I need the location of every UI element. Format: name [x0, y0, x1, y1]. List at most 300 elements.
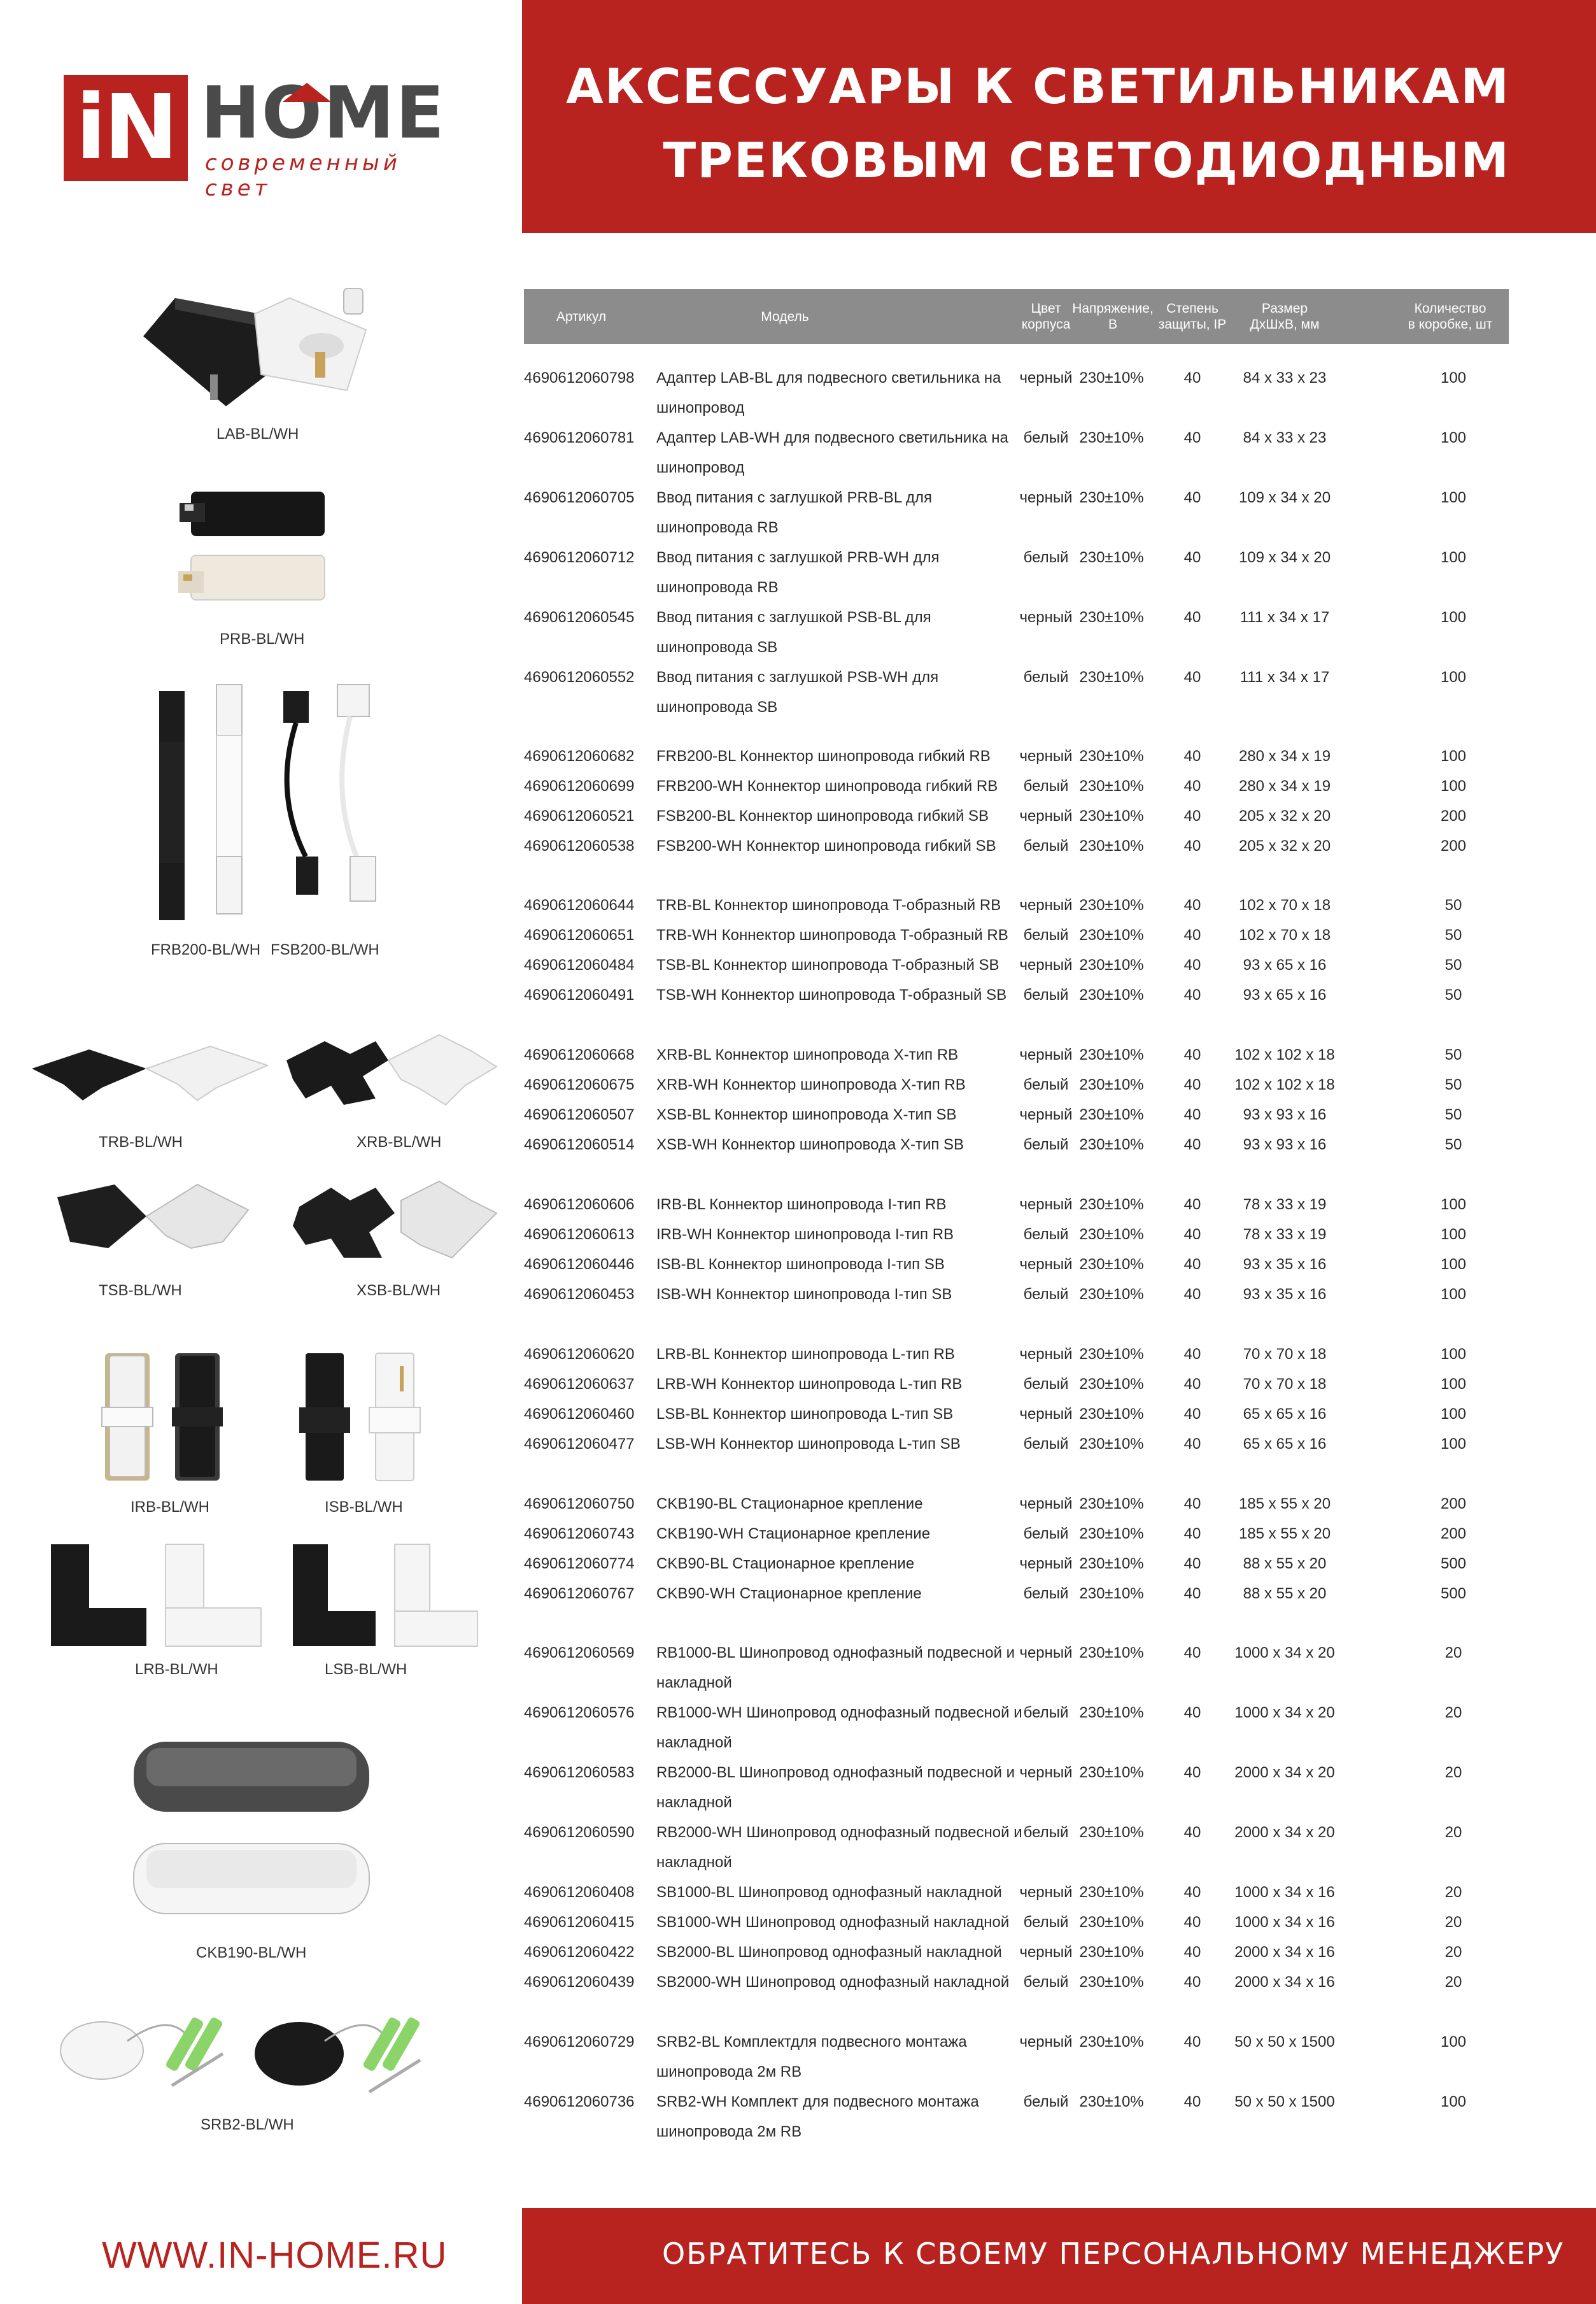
cell-voltage: 230±10% — [1079, 1914, 1144, 1931]
product-label-trb: TRB-BL/WH — [99, 1134, 183, 1151]
cell-voltage: 230±10% — [1079, 956, 1144, 974]
cell-size: 111 x 34 x 17 — [1239, 609, 1330, 626]
cell-color: черный — [1019, 609, 1073, 626]
cell-article: 4690612060712 — [524, 549, 635, 566]
cell-color: белый — [1023, 1226, 1069, 1243]
col-header-article: Артикул — [556, 309, 607, 324]
product-label-xsb: XSB-BL/WH — [357, 1282, 441, 1299]
cell-article: 4690612060408 — [524, 1884, 635, 1901]
cell-article: 4690612060453 — [524, 1286, 635, 1303]
cell-ip: 40 — [1183, 1256, 1201, 1273]
cell-article: 4690612060538 — [524, 837, 635, 855]
product-label-xrb: XRB-BL/WH — [357, 1134, 442, 1151]
cell-model: ISB-WH Коннектор шинопровода I-тип SB — [656, 1286, 952, 1303]
cell-article: 4690612060613 — [524, 1226, 635, 1243]
cell-qty: 20 — [1444, 1764, 1462, 1781]
cell-ip: 40 — [1183, 2033, 1201, 2051]
cell-model: FRB200-BL Коннектор шинопровода гибкий RB — [656, 748, 991, 765]
cell-color: черный — [1019, 897, 1073, 914]
cell-article: 4690612060590 — [524, 1824, 635, 1841]
cell-voltage: 230±10% — [1079, 1226, 1144, 1243]
cell-size: 111 x 34 x 17 — [1239, 669, 1330, 686]
cell-article: 4690612060439 — [524, 1973, 635, 1991]
cell-voltage: 230±10% — [1079, 1884, 1144, 1901]
cell-qty: 20 — [1444, 1884, 1462, 1901]
cell-ip: 40 — [1183, 1704, 1201, 1721]
cell-model: XRB-WH Коннектор шинопровода X-тип RB — [656, 1076, 966, 1093]
prb-power-input-image — [172, 485, 337, 616]
cell-voltage: 230±10% — [1079, 897, 1144, 914]
cell-size: 185 x 55 x 20 — [1238, 1525, 1331, 1542]
cell-article: 4690612060705 — [524, 489, 635, 506]
cell-model: SRB2-BL Комплектдля подвесного монтажа шинопровода 2м RB — [656, 2033, 967, 2080]
cell-ip: 40 — [1183, 1136, 1201, 1153]
cell-voltage: 230±10% — [1079, 2093, 1144, 2110]
cell-size: 65 x 65 x 16 — [1243, 1405, 1327, 1423]
cell-size: 1000 x 34 x 16 — [1234, 1884, 1335, 1901]
cell-size: 88 x 55 x 20 — [1243, 1585, 1327, 1602]
cell-model: TSB-BL Коннектор шинопровода T-образный SB — [656, 956, 999, 974]
cell-qty: 100 — [1440, 549, 1467, 566]
cell-ip: 40 — [1183, 986, 1201, 1004]
cell-ip: 40 — [1183, 1824, 1201, 1841]
cell-voltage: 230±10% — [1079, 1286, 1144, 1303]
cell-model: ISB-BL Коннектор шинопровода I-тип SB — [656, 1256, 945, 1273]
cell-size: 50 x 50 x 1500 — [1234, 2033, 1335, 2051]
cell-size: 280 x 34 x 19 — [1238, 778, 1331, 795]
cell-size: 2000 x 34 x 16 — [1234, 1973, 1335, 1991]
tsb-t-connector-image — [51, 1172, 261, 1267]
cell-article: 4690612060460 — [524, 1405, 635, 1423]
cell-qty: 100 — [1440, 1346, 1467, 1363]
cell-color: белый — [1023, 1286, 1069, 1303]
cell-qty: 500 — [1440, 1555, 1467, 1572]
cell-size: 185 x 55 x 20 — [1238, 1495, 1331, 1512]
footer-cta: ОБРАТИТЕСЬ К СВОЕМУ ПЕРСОНАЛЬНОМУ МЕНЕДЖЕРУ — [662, 2236, 1565, 2271]
product-label-irb: IRB-BL/WH — [131, 1498, 210, 1516]
cell-article: 4690612060637 — [524, 1376, 635, 1393]
page-title-line-1: АКСЕССУАРЫ К СВЕТИЛЬНИКАМ — [566, 58, 1510, 115]
cell-article: 4690612060798 — [524, 369, 635, 387]
cell-ip: 40 — [1183, 1914, 1201, 1931]
cell-model: SB1000-WH Шинопровод однофазный накладной — [656, 1914, 1010, 1931]
cell-ip: 40 — [1183, 1764, 1201, 1781]
cell-qty: 100 — [1440, 1286, 1467, 1303]
cell-ip: 40 — [1183, 837, 1201, 855]
cell-qty: 100 — [1440, 489, 1467, 506]
cell-size: 205 x 32 x 20 — [1238, 807, 1331, 825]
cell-qty: 20 — [1444, 1914, 1462, 1931]
cell-color: белый — [1023, 1136, 1069, 1153]
cell-color: черный — [1019, 1764, 1073, 1781]
cell-color: черный — [1019, 1555, 1073, 1572]
cell-ip: 40 — [1183, 1076, 1201, 1093]
cell-color: черный — [1019, 369, 1073, 387]
cell-voltage: 230±10% — [1079, 369, 1144, 387]
cell-model: CKB190-WH Стационарное крепление — [656, 1525, 931, 1542]
cell-ip: 40 — [1183, 748, 1201, 765]
cell-voltage: 230±10% — [1079, 1046, 1144, 1063]
product-label-frb: FRB200-BL/WH — [151, 941, 261, 958]
cell-color: белый — [1023, 1585, 1069, 1602]
cell-qty: 100 — [1440, 748, 1467, 765]
cell-voltage: 230±10% — [1079, 986, 1144, 1004]
lab-adapter-image — [137, 279, 379, 419]
cell-color: белый — [1023, 2093, 1069, 2110]
cell-voltage: 230±10% — [1079, 1764, 1144, 1781]
cell-color: белый — [1023, 1704, 1069, 1721]
cell-model: CKB90-BL Стационарное крепление — [656, 1555, 915, 1572]
cell-article: 4690612060552 — [524, 669, 635, 686]
cell-color: белый — [1023, 927, 1069, 944]
cell-ip: 40 — [1183, 1226, 1201, 1243]
cell-color: белый — [1023, 1914, 1069, 1931]
cell-model: RB2000-WH Шинопровод однофазный подвесной и накладной — [656, 1824, 1022, 1871]
cell-model: Ввод питания с заглушкой PSB-WH для шинопровода SB — [656, 669, 939, 716]
cell-article: 4690612060675 — [524, 1076, 635, 1093]
cell-voltage: 230±10% — [1079, 669, 1144, 686]
col-header-voltage: Напряжение, В — [1072, 301, 1154, 332]
cell-ip: 40 — [1183, 369, 1201, 387]
cell-qty: 100 — [1440, 1226, 1467, 1243]
xrb-x-connector-image — [280, 1028, 503, 1111]
cell-size: 70 x 70 x 18 — [1243, 1376, 1327, 1393]
cell-ip: 40 — [1183, 2093, 1201, 2110]
col-header-color: Цвет корпуса — [1021, 301, 1071, 332]
cell-model: Ввод питания с заглушкой PSB-BL для шинопровода SB — [656, 609, 931, 656]
cell-voltage: 230±10% — [1079, 1435, 1144, 1453]
cell-color: белый — [1023, 669, 1069, 686]
cell-model: Адаптер LAB-BL для подвесного светильника на шинопровод — [656, 369, 1001, 416]
cell-article: 4690612060446 — [524, 1256, 635, 1273]
cell-model: SRB2-WH Комплект для подвесного монтажа шинопровода 2м RB — [656, 2093, 979, 2140]
cell-color: белый — [1023, 837, 1069, 855]
cell-ip: 40 — [1183, 778, 1201, 795]
cell-size: 109 x 34 x 20 — [1238, 489, 1331, 506]
cell-voltage: 230±10% — [1079, 1824, 1144, 1841]
cell-model: CKB90-WH Стационарное крепление — [656, 1585, 922, 1602]
cell-size: 93 x 35 x 16 — [1243, 1256, 1327, 1273]
cell-size: 70 x 70 x 18 — [1243, 1346, 1327, 1363]
cell-voltage: 230±10% — [1079, 807, 1144, 825]
cell-ip: 40 — [1183, 669, 1201, 686]
cell-article: 4690612060484 — [524, 956, 635, 974]
cell-size: 102 x 70 x 18 — [1238, 927, 1331, 944]
cell-qty: 20 — [1444, 1704, 1462, 1721]
cell-ip: 40 — [1183, 1046, 1201, 1063]
cell-color: белый — [1023, 1076, 1069, 1093]
cell-ip: 40 — [1183, 1973, 1201, 1991]
cell-voltage: 230±10% — [1079, 2033, 1144, 2051]
cell-article: 4690612060774 — [524, 1555, 635, 1572]
cell-model: TRB-BL Коннектор шинопровода T-образный RB — [656, 897, 1001, 914]
cell-model: XRB-BL Коннектор шинопровода X-тип RB — [656, 1046, 959, 1063]
cell-color: черный — [1019, 1256, 1073, 1273]
logo-home-text: HOME — [201, 72, 446, 155]
cell-qty: 50 — [1444, 986, 1462, 1004]
cell-ip: 40 — [1183, 1585, 1201, 1602]
cell-qty: 100 — [1440, 2033, 1467, 2051]
cell-ip: 40 — [1183, 549, 1201, 566]
product-label-prb: PRB-BL/WH — [220, 630, 305, 648]
cell-color: черный — [1019, 1405, 1073, 1423]
cell-size: 93 x 65 x 16 — [1243, 986, 1327, 1004]
cell-qty: 50 — [1444, 1046, 1462, 1063]
cell-ip: 40 — [1183, 1376, 1201, 1393]
ckb-mount-image — [127, 1735, 376, 1926]
col-header-ip: Степень защиты, IP — [1158, 301, 1227, 332]
cell-qty: 20 — [1444, 1824, 1462, 1841]
cell-voltage: 230±10% — [1079, 1585, 1144, 1602]
cell-color: черный — [1019, 1884, 1073, 1901]
cell-qty: 100 — [1440, 609, 1467, 626]
cell-color: черный — [1019, 1106, 1073, 1123]
cell-size: 50 x 50 x 1500 — [1234, 2093, 1335, 2110]
cell-model: LRB-WH Коннектор шинопровода L-тип RB — [656, 1376, 963, 1393]
cell-color: белый — [1023, 778, 1069, 795]
cell-voltage: 230±10% — [1079, 1704, 1144, 1721]
cell-ip: 40 — [1183, 1884, 1201, 1901]
cell-qty: 50 — [1444, 1136, 1462, 1153]
table-header — [524, 289, 1509, 344]
cell-qty: 50 — [1444, 927, 1462, 944]
cell-qty: 500 — [1440, 1585, 1467, 1602]
cell-size: 280 x 34 x 19 — [1238, 748, 1331, 765]
cell-size: 78 x 33 x 19 — [1243, 1196, 1327, 1213]
cell-article: 4690612060750 — [524, 1495, 635, 1512]
cell-color: белый — [1023, 986, 1069, 1004]
cell-size: 84 x 33 x 23 — [1243, 429, 1327, 446]
trb-t-connector-image — [25, 1030, 280, 1107]
col-header-model: Модель — [761, 309, 809, 324]
cell-ip: 40 — [1183, 807, 1201, 825]
cell-voltage: 230±10% — [1079, 1495, 1144, 1512]
cell-color: белый — [1023, 1525, 1069, 1542]
cell-model: RB2000-BL Шинопровод однофазный подвесной и накладной — [656, 1764, 1015, 1811]
product-label-fsb: FSB200-BL/WH — [271, 941, 379, 958]
page-title — [566, 50, 1510, 197]
cell-color: белый — [1023, 429, 1069, 446]
cell-model: Ввод питания с заглушкой PRB-WH для шинопровода RB — [656, 549, 940, 596]
cell-article: 4690612060507 — [524, 1106, 635, 1123]
cell-color: белый — [1023, 1824, 1069, 1841]
cell-model: FSB200-BL Коннектор шинопровода гибкий SB — [656, 807, 989, 825]
cell-voltage: 230±10% — [1079, 1136, 1144, 1153]
cell-qty: 100 — [1440, 1256, 1467, 1273]
cell-model: CKB190-BL Стационарное крепление — [656, 1495, 923, 1512]
cell-article: 4690612060736 — [524, 2093, 635, 2110]
cell-voltage: 230±10% — [1079, 748, 1144, 765]
cell-voltage: 230±10% — [1079, 1555, 1144, 1572]
cell-model: IRB-WH Коннектор шинопровода I-тип RB — [656, 1226, 954, 1243]
logo-in-mark: iN — [64, 75, 188, 181]
cell-model: Адаптер LAB-WH для подвесного светильника на шинопровод — [656, 429, 1008, 476]
cell-size: 2000 x 34 x 20 — [1234, 1824, 1335, 1841]
cell-voltage: 230±10% — [1079, 609, 1144, 626]
cell-voltage: 230±10% — [1079, 927, 1144, 944]
cell-model: FSB200-WH Коннектор шинопровода гибкий SB — [656, 837, 996, 855]
cell-qty: 50 — [1444, 1076, 1462, 1093]
cell-ip: 40 — [1183, 1106, 1201, 1123]
lrb-l-connector-image — [38, 1538, 267, 1653]
cell-ip: 40 — [1183, 897, 1201, 914]
cell-article: 4690612060781 — [524, 429, 635, 446]
cell-size: 1000 x 34 x 16 — [1234, 1914, 1335, 1931]
cell-size: 93 x 65 x 16 — [1243, 956, 1327, 974]
cell-ip: 40 — [1183, 1495, 1201, 1512]
house-roof-icon — [283, 83, 331, 102]
logo-tagline: современный свет — [205, 150, 402, 201]
cell-ip: 40 — [1183, 1944, 1201, 1961]
cell-color: черный — [1019, 807, 1073, 825]
cell-size: 1000 x 34 x 20 — [1234, 1644, 1335, 1661]
cell-ip: 40 — [1183, 927, 1201, 944]
cell-qty: 100 — [1440, 1196, 1467, 1213]
cell-article: 4690612060620 — [524, 1346, 635, 1363]
cell-model: LSB-WH Коннектор шинопровода L-тип SB — [656, 1435, 961, 1453]
cell-size: 2000 x 34 x 20 — [1234, 1764, 1335, 1781]
cell-voltage: 230±10% — [1079, 429, 1144, 446]
cell-size: 1000 x 34 x 20 — [1234, 1704, 1335, 1721]
cell-size: 2000 x 34 x 16 — [1234, 1944, 1335, 1961]
cell-ip: 40 — [1183, 1196, 1201, 1213]
irb-i-connector-image — [95, 1347, 242, 1487]
cell-model: LRB-BL Коннектор шинопровода L-тип RB — [656, 1346, 955, 1363]
cell-qty: 20 — [1444, 1644, 1462, 1661]
cell-model: XSB-WH Коннектор шинопровода X-тип SB — [656, 1136, 964, 1153]
cell-color: белый — [1023, 549, 1069, 566]
cell-voltage: 230±10% — [1079, 489, 1144, 506]
cell-article: 4690612060477 — [524, 1435, 635, 1453]
cell-ip: 40 — [1183, 489, 1201, 506]
cell-qty: 100 — [1440, 2093, 1467, 2110]
flexible-connector-image — [140, 678, 407, 946]
cell-size: 93 x 93 x 16 — [1243, 1106, 1327, 1123]
cell-qty: 100 — [1440, 429, 1467, 446]
cell-ip: 40 — [1183, 956, 1201, 974]
product-label-isb: ISB-BL/WH — [325, 1498, 403, 1516]
cell-model: TSB-WH Коннектор шинопровода T-образный SB — [656, 986, 1007, 1004]
cell-qty: 100 — [1440, 669, 1467, 686]
cell-color: черный — [1019, 1944, 1073, 1961]
cell-article: 4690612060729 — [524, 2033, 635, 2051]
cell-voltage: 230±10% — [1079, 778, 1144, 795]
cell-ip: 40 — [1183, 1435, 1201, 1453]
cell-size: 102 x 102 x 18 — [1234, 1046, 1335, 1063]
cell-qty: 100 — [1440, 1376, 1467, 1393]
product-label-lrb: LRB-BL/WH — [135, 1661, 218, 1678]
isb-i-connector-image — [299, 1347, 433, 1487]
cell-article: 4690612060743 — [524, 1525, 635, 1542]
col-header-size: Размер ДхШхВ, мм — [1250, 301, 1320, 332]
cell-voltage: 230±10% — [1079, 1405, 1144, 1423]
cell-size: 102 x 70 x 18 — [1238, 897, 1331, 914]
cell-color: черный — [1019, 489, 1073, 506]
cell-model: XSB-BL Коннектор шинопровода X-тип SB — [656, 1106, 957, 1123]
cell-qty: 100 — [1440, 1435, 1467, 1453]
website-link[interactable]: WWW.IN-HOME.RU — [102, 2235, 448, 2276]
srb-suspension-kit-image — [57, 1990, 452, 2117]
cell-size: 88 x 55 x 20 — [1243, 1555, 1327, 1572]
cell-size: 78 x 33 x 19 — [1243, 1226, 1327, 1243]
cell-article: 4690612060699 — [524, 778, 635, 795]
cell-qty: 20 — [1444, 1944, 1462, 1961]
cell-color: белый — [1023, 1973, 1069, 1991]
cell-size: 93 x 93 x 16 — [1243, 1136, 1327, 1153]
cell-article: 4690612060415 — [524, 1914, 635, 1931]
cell-size: 84 x 33 x 23 — [1243, 369, 1327, 387]
cell-color: белый — [1023, 1376, 1069, 1393]
cell-size: 109 x 34 x 20 — [1238, 549, 1331, 566]
cell-article: 4690612060569 — [524, 1644, 635, 1661]
cell-model: LSB-BL Коннектор шинопровода L-тип SB — [656, 1405, 954, 1423]
cell-article: 4690612060767 — [524, 1585, 635, 1602]
cell-qty: 20 — [1444, 1973, 1462, 1991]
cell-article: 4690612060491 — [524, 986, 635, 1004]
cell-voltage: 230±10% — [1079, 1106, 1144, 1123]
cell-color: черный — [1019, 2033, 1073, 2051]
cell-voltage: 230±10% — [1079, 1525, 1144, 1542]
cell-article: 4690612060651 — [524, 927, 635, 944]
cell-qty: 50 — [1444, 956, 1462, 974]
cell-model: IRB-BL Коннектор шинопровода I-тип RB — [656, 1196, 947, 1213]
cell-qty: 50 — [1444, 1106, 1462, 1123]
cell-article: 4690612060422 — [524, 1944, 635, 1961]
cell-article: 4690612060545 — [524, 609, 635, 626]
cell-article: 4690612060606 — [524, 1196, 635, 1213]
cell-color: черный — [1019, 1495, 1073, 1512]
cell-model: FRB200-WH Коннектор шинопровода гибкий RB — [656, 778, 998, 795]
cell-voltage: 230±10% — [1079, 1346, 1144, 1363]
cell-model: SB2000-WH Шинопровод однофазный накладной — [656, 1973, 1010, 1991]
cell-article: 4690612060576 — [524, 1704, 635, 1721]
brand-logo — [64, 72, 458, 201]
cell-color: черный — [1019, 1644, 1073, 1661]
cell-qty: 200 — [1440, 837, 1467, 855]
cell-size: 205 x 32 x 20 — [1238, 837, 1331, 855]
cell-voltage: 230±10% — [1079, 1256, 1144, 1273]
cell-color: черный — [1019, 748, 1073, 765]
cell-color: черный — [1019, 956, 1073, 974]
xsb-x-connector-image — [293, 1175, 503, 1270]
cell-qty: 50 — [1444, 897, 1462, 914]
cell-model: RB1000-WH Шинопровод однофазный подвесной и накладной — [656, 1704, 1022, 1751]
page-title-line-2: ТРЕКОВЫМ СВЕТОДИОДНЫМ — [663, 132, 1510, 188]
product-label-tsb: TSB-BL/WH — [99, 1282, 182, 1299]
cell-voltage: 230±10% — [1079, 1944, 1144, 1961]
cell-ip: 40 — [1183, 1286, 1201, 1303]
cell-ip: 40 — [1183, 1405, 1201, 1423]
cell-voltage: 230±10% — [1079, 1644, 1144, 1661]
cell-qty: 200 — [1440, 1525, 1467, 1542]
cell-article: 4690612060514 — [524, 1136, 635, 1153]
cell-color: черный — [1019, 1346, 1073, 1363]
cell-size: 65 x 65 x 16 — [1243, 1435, 1327, 1453]
cell-qty: 100 — [1440, 1405, 1467, 1423]
cell-article: 4690612060521 — [524, 807, 635, 825]
cell-color: черный — [1019, 1196, 1073, 1213]
cell-color: черный — [1019, 1046, 1073, 1063]
cell-ip: 40 — [1183, 1555, 1201, 1572]
cell-color: белый — [1023, 1435, 1069, 1453]
cell-article: 4690612060644 — [524, 897, 635, 914]
cell-model: RB1000-BL Шинопровод однофазный подвесной и накладной — [656, 1644, 1015, 1691]
cell-ip: 40 — [1183, 1644, 1201, 1661]
cell-qty: 100 — [1440, 778, 1467, 795]
product-label-srb: SRB2-BL/WH — [201, 2116, 294, 2133]
cell-voltage: 230±10% — [1079, 1973, 1144, 1991]
cell-ip: 40 — [1183, 429, 1201, 446]
